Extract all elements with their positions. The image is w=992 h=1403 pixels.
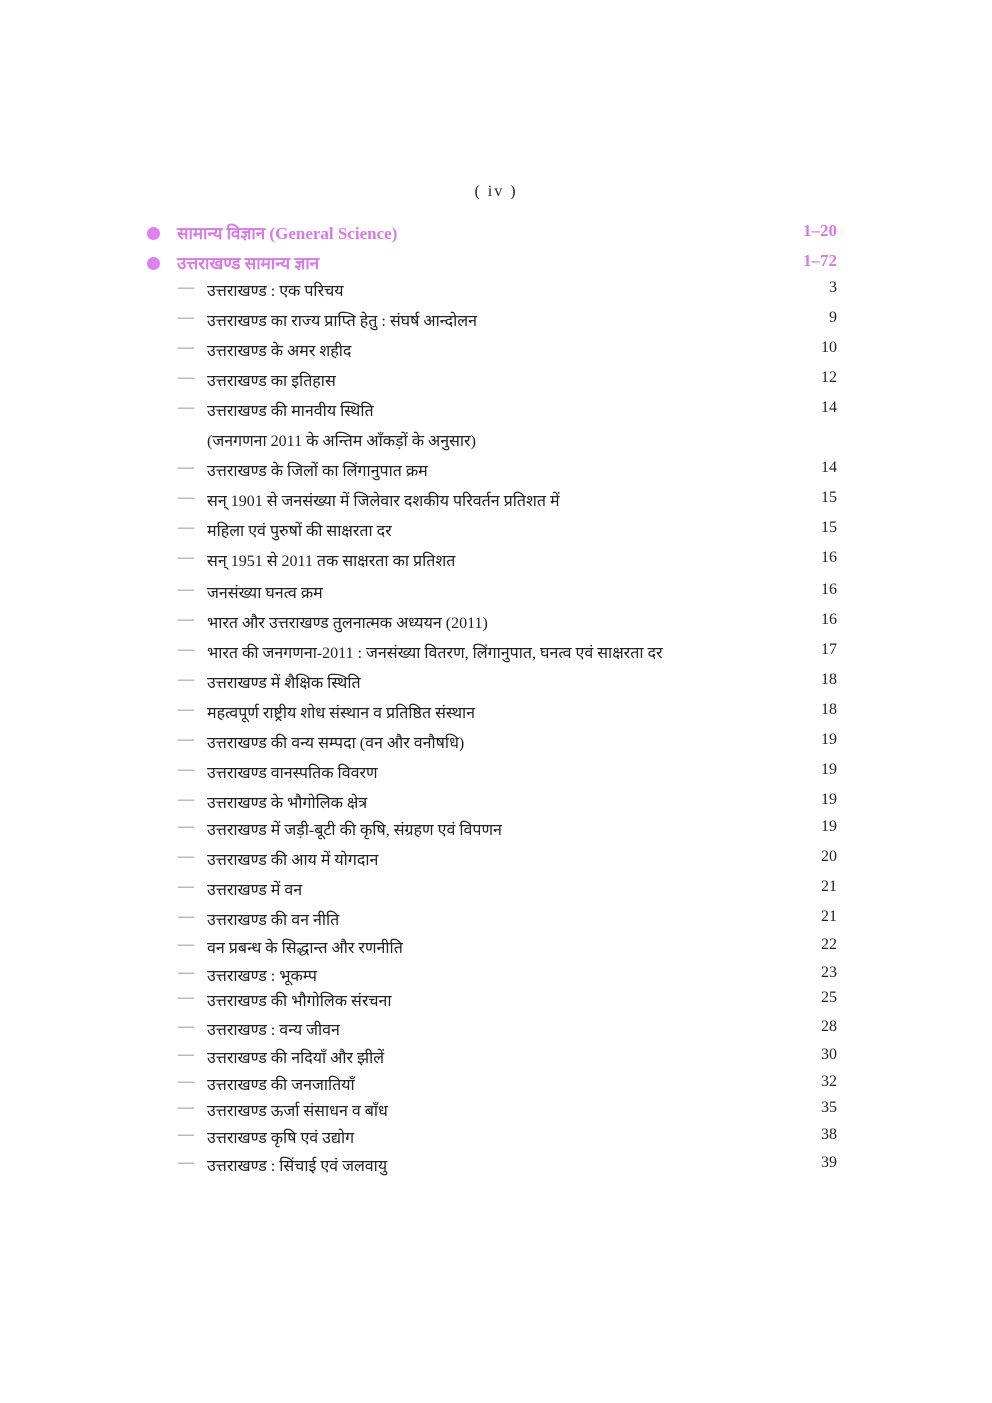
dash-icon: — [178, 936, 194, 953]
dash-icon: — [178, 1099, 194, 1116]
dash-icon: — [178, 309, 194, 326]
toc-section[interactable] [147, 251, 837, 275]
entry-title: उत्तराखण्ड के जिलों का लिंगानुपात क्रम [207, 463, 428, 480]
entry-title: महिला एवं पुरुषों की साक्षरता दर [207, 523, 392, 540]
toc-entry[interactable] [178, 908, 837, 932]
entry-page: 17 [821, 641, 837, 658]
entry-title: उत्तराखण्ड : एक परिचय [207, 283, 344, 300]
entry-title: वन प्रबन्ध के सिद्धान्त और रणनीति [207, 940, 403, 957]
dash-icon: — [178, 1126, 194, 1143]
entry-page: 30 [821, 1046, 837, 1063]
toc-entry[interactable] [178, 989, 837, 1013]
entry-title: उत्तराखण्ड : सिंचाई एवं जलवायु [207, 1158, 388, 1175]
toc-entry[interactable] [178, 761, 837, 785]
entry-page: 19 [821, 791, 837, 808]
section-pages: 1–20 [803, 221, 837, 240]
entry-page: 28 [821, 1018, 837, 1035]
dash-icon: — [178, 369, 194, 386]
entry-page: 22 [821, 936, 837, 953]
dash-icon: — [178, 848, 194, 865]
entry-page: 25 [821, 989, 837, 1006]
entry-title: उत्तराखण्ड की भौगोलिक संरचना [207, 993, 392, 1010]
entry-page: 18 [821, 701, 837, 718]
entry-title: उत्तराखण्ड की मानवीय स्थिति [207, 403, 374, 420]
entry-page: 20 [821, 848, 837, 865]
dash-icon: — [178, 1018, 194, 1035]
entry-title: भारत और उत्तराखण्ड तुलनात्मक अध्ययन (2011) [207, 615, 488, 632]
section-pages: 1–72 [803, 251, 837, 270]
toc-entry[interactable] [178, 964, 837, 988]
dash-icon: — [178, 339, 194, 356]
entry-title: महत्वपूर्ण राष्ट्रीय शोध संस्थान व प्रतिष्ठित संस्थान [207, 705, 476, 722]
toc-entry[interactable] [178, 848, 837, 872]
entry-page: 21 [821, 908, 837, 925]
entry-title: उत्तराखण्ड का इतिहास [207, 373, 336, 390]
entry-title: उत्तराखण्ड की वन्य सम्पदा (वन और वनौषधि) [207, 735, 465, 752]
toc-entry[interactable] [178, 399, 837, 423]
entry-page: 12 [821, 369, 837, 386]
toc-entry[interactable] [178, 701, 837, 725]
toc-entry[interactable] [178, 459, 837, 483]
toc-entry[interactable] [178, 1099, 837, 1123]
entry-title: उत्तराखण्ड ऊर्जा संसाधन व बाँध [207, 1103, 388, 1120]
entry-title: उत्तराखण्ड : भूकम्प [207, 968, 317, 985]
toc-entry[interactable] [178, 339, 837, 363]
dash-icon: — [178, 1046, 194, 1063]
entry-title: उत्तराखण्ड की वन नीति [207, 912, 340, 929]
entry-title: जनसंख्या घनत्व क्रम [207, 585, 323, 602]
entry-page: 19 [821, 761, 837, 778]
entry-page: 10 [821, 339, 837, 356]
entry-title: उत्तराखण्ड में जड़ी-बूटी की कृषि, संग्रहण एवं विपणन [207, 822, 502, 839]
entry-title: उत्तराखण्ड में शैक्षिक स्थिति [207, 675, 361, 692]
page-number: ( iv ) [474, 183, 518, 200]
entry-title: उत्तराखण्ड : वन्य जीवन [207, 1022, 340, 1039]
toc-entry[interactable] [178, 279, 837, 303]
toc-entry-continuation [178, 429, 837, 453]
entry-page: 3 [829, 279, 837, 296]
toc-entry[interactable] [178, 1126, 837, 1150]
dash-icon: — [178, 761, 194, 778]
toc-section[interactable] [147, 221, 837, 245]
dash-icon: — [178, 1154, 194, 1171]
toc-entry[interactable] [178, 519, 837, 543]
entry-page: 38 [821, 1126, 837, 1143]
entry-page: 18 [821, 671, 837, 688]
entry-title: भारत की जनगणना-2011 : जनसंख्या वितरण, लिंगानुपात, घनत्व एवं साक्षरता दर [207, 645, 663, 662]
dash-icon: — [178, 791, 194, 808]
toc-entry[interactable] [178, 1046, 837, 1070]
toc-entry[interactable] [178, 309, 837, 333]
entry-title: उत्तराखण्ड की नदियाँ और झीलें [207, 1050, 385, 1067]
entry-page: 23 [821, 964, 837, 981]
toc-entry[interactable] [178, 581, 837, 605]
dash-icon: — [178, 989, 194, 1006]
entry-page: 21 [821, 878, 837, 895]
entry-page: 15 [821, 489, 837, 506]
toc-entry[interactable] [178, 489, 837, 513]
toc-entry[interactable] [178, 936, 837, 960]
dash-icon: — [178, 878, 194, 895]
dash-icon: — [178, 459, 194, 476]
toc-entry[interactable] [178, 549, 837, 573]
toc-entry[interactable] [178, 878, 837, 902]
dash-icon: — [178, 489, 194, 506]
entry-page: 14 [821, 399, 837, 416]
dash-icon: — [178, 818, 194, 835]
entry-title: उत्तराखण्ड वानस्पतिक विवरण [207, 765, 378, 782]
entry-page: 9 [829, 309, 837, 326]
dash-icon: — [178, 581, 194, 598]
toc-entry[interactable] [178, 671, 837, 695]
dash-icon: — [178, 964, 194, 981]
dash-icon: — [178, 701, 194, 718]
toc-entry[interactable] [178, 611, 837, 635]
entry-title: उत्तराखण्ड की जनजातियाँ [207, 1077, 355, 1094]
dash-icon: — [178, 671, 194, 688]
toc-entry[interactable] [178, 1073, 837, 1097]
toc-entry[interactable] [178, 731, 837, 755]
entry-title: उत्तराखण्ड के अमर शहीद [207, 343, 352, 360]
entry-page: 16 [821, 549, 837, 566]
dash-icon: — [178, 731, 194, 748]
toc-entry[interactable] [178, 818, 837, 842]
dash-icon: — [178, 908, 194, 925]
dash-icon: — [178, 641, 194, 658]
toc-entry[interactable] [178, 1018, 837, 1042]
entry-title: उत्तराखण्ड का राज्य प्राप्ति हेतु : संघर्ष आन्दोलन [207, 313, 477, 330]
entry-title: उत्तराखण्ड की आय में योगदान [207, 852, 379, 869]
entry-page: 16 [821, 581, 837, 598]
entry-page: 39 [821, 1154, 837, 1171]
bullet-icon [147, 257, 160, 270]
section-title: सामान्य विज्ञान (General Science) [177, 224, 398, 243]
entry-page: 35 [821, 1099, 837, 1116]
entry-title: सन् 1951 से 2011 तक साक्षरता का प्रतिशत [207, 553, 456, 570]
toc-entry[interactable] [178, 369, 837, 393]
dash-icon: — [178, 1073, 194, 1090]
toc-entry[interactable] [178, 791, 837, 815]
dash-icon: — [178, 399, 194, 416]
entry-title: उत्तराखण्ड कृषि एवं उद्योग [207, 1130, 355, 1147]
toc-entry[interactable] [178, 1154, 837, 1178]
entry-page: 19 [821, 731, 837, 748]
dash-icon: — [178, 279, 194, 296]
dash-icon: — [178, 519, 194, 536]
toc-entry[interactable] [178, 641, 837, 665]
entry-page: 32 [821, 1073, 837, 1090]
dash-icon: — [178, 611, 194, 628]
section-title: उत्तराखण्ड सामान्य ज्ञान [177, 254, 320, 273]
bullet-icon [147, 227, 160, 240]
entry-page: 16 [821, 611, 837, 628]
entry-page: 15 [821, 519, 837, 536]
entry-page: 14 [821, 459, 837, 476]
entry-title: उत्तराखण्ड में वन [207, 882, 303, 899]
entry-page: 19 [821, 818, 837, 835]
entry-title: (जनगणना 2011 के अन्तिम आँकड़ों के अनुसार) [207, 433, 476, 450]
entry-title: उत्तराखण्ड के भौगोलिक क्षेत्र [207, 795, 368, 812]
dash-icon: — [178, 549, 194, 566]
entry-title: सन् 1901 से जनसंख्या में जिलेवार दशकीय परिवर्तन प्रतिशत में [207, 493, 560, 510]
